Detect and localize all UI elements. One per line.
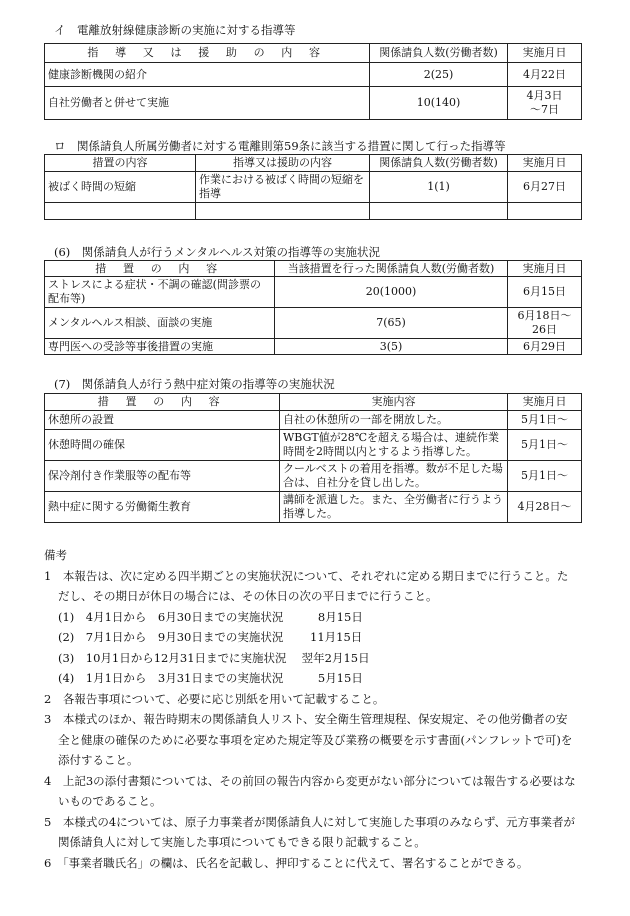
cell-content: クールベストの着用を指導。数が不足した場合は、自社分を貸し出した。 [280, 461, 508, 492]
cell-measure: 熱中症に関する労働衛生教育 [45, 492, 280, 523]
header-count: 関係請負人数(労働者数) [370, 44, 508, 63]
header-date: 実施月日 [508, 155, 582, 172]
cell-content: 自社労働者と併せて実施 [45, 87, 370, 120]
note-3: 3 本様式のほか、報告時期末の関係請負人リスト、安全衛生管理規程、保安規定、その他労働者の安 [44, 712, 568, 726]
header-content: 実施内容 [280, 394, 508, 411]
cell-date: 4月3日 ～7日 [508, 87, 582, 120]
cell-measure: 被ばく時間の短縮 [45, 172, 196, 203]
header-content: 指 導 又 は 援 助 の 内 容 [45, 44, 370, 63]
table-row [45, 461, 582, 492]
header-measure: 措置の内容 [45, 155, 196, 172]
header-measure: 措 置 の 内 容 [45, 261, 275, 277]
note-1-item: (2) 7月1日から 9月30日までの実施状況 11月15日 [58, 630, 363, 644]
table-row [45, 411, 582, 430]
note-1-item: (4) 1月1日から 3月31日までの実施状況 5月15日 [58, 671, 363, 685]
cell-count: 2(25) [370, 63, 508, 87]
note-1-item: (1) 4月1日から 6月30日までの実施状況 8月15日 [58, 609, 363, 624]
table-row [45, 308, 582, 339]
note-3-cont: 全と健康の確保のために必要な事項を定めた規定等及び業務の概要を示す書面(パンフレットで可)を [58, 732, 573, 747]
header-date: 実施月日 [508, 261, 582, 277]
cell-date: 4月22日 [508, 63, 582, 87]
table-row [45, 339, 582, 355]
section-6-title: (6) 関係請負人が行うメンタルヘルス対策の指導等の実施状況 [54, 245, 380, 259]
header-date: 実施月日 [508, 394, 582, 411]
cell-date: 4月28日～ [508, 492, 582, 523]
cell-measure: 専門医への受診等事後措置の実施 [45, 339, 275, 355]
cell-count: 3(5) [275, 339, 508, 355]
table-row [45, 492, 582, 523]
cell-date: 5月1日～ [508, 430, 582, 461]
cell-date: 5月1日～ [508, 461, 582, 492]
cell-empty [45, 203, 196, 220]
cell-content: WBGT値が28℃を超える場合は、連続作業時間を2時間以内とするよう指導した。 [280, 430, 508, 461]
notes-heading: 備考 [44, 548, 67, 562]
cell-count: 20(1000) [275, 277, 508, 308]
cell-date: 6月15日 [508, 277, 582, 308]
cell-count: 1(1) [370, 172, 508, 203]
note-3-cont: 添付すること。 [58, 753, 139, 767]
table-row [45, 172, 582, 203]
header-date: 実施月日 [508, 44, 582, 63]
note-1-item: (3) 10月1日から12月31日までに実施状況 翌年2月15日 [58, 650, 370, 665]
notes [44, 545, 604, 873]
cell-measure: 保冷剤付き作業服等の配布等 [45, 461, 280, 492]
note-4: 4 上記3の添付書類については、その前回の報告内容から変更がない部分については報告する必要はな [44, 773, 576, 788]
section-i-title: イ 電離放射線健康診断の実施に対する指導等 [54, 23, 296, 37]
table-row [45, 277, 582, 308]
cell-date: 6月18日～ 26日 [508, 308, 582, 339]
table-row [45, 430, 582, 461]
note-1-cont: だし、その期日が休日の場合には、その休日の次の平日までに行うこと。 [58, 589, 438, 603]
section-7-title: (7) 関係請負人が行う熱中症対策の指導等の実施状況 [54, 377, 335, 391]
section-6-table [44, 260, 582, 355]
cell-date: 6月27日 [508, 172, 582, 203]
cell-measure: 休憩所の設置 [45, 411, 280, 430]
note-4-cont: いものであること。 [58, 794, 162, 808]
section-ro-table [44, 154, 582, 220]
header-count: 関係請負人数(労働者数) [370, 155, 508, 172]
cell-content: 自社の休憩所の一部を開放した。 [280, 411, 508, 430]
note-1: 1 本報告は、次に定める四半期ごとの実施状況について、それぞれに定める期日までに行うこと。た [44, 568, 569, 583]
cell-date: 6月29日 [508, 339, 582, 355]
cell-guidance: 作業における被ばく時間の短縮を指導 [196, 172, 370, 203]
note-6: 6 「事業者職氏名」の欄は、氏名を記載し、押印することに代えて、署名することができる。 [44, 855, 529, 870]
cell-count: 10(140) [370, 87, 508, 120]
cell-measure: メンタルヘルス相談、面談の実施 [45, 308, 275, 339]
note-5: 5 本様式の4については、原子力事業者が関係請負人に対して実施した事項のみならず、元方事業者が [44, 814, 575, 829]
cell-count: 7(65) [275, 308, 508, 339]
section-7-table [44, 393, 582, 523]
cell-measure: 休憩時間の確保 [45, 430, 280, 461]
table-row [45, 63, 582, 87]
cell-empty [508, 203, 582, 220]
note-5-cont: 関係請負人に対して実施した事項についてもできる限り記載すること。 [58, 835, 426, 849]
header-measure: 措 置 の 内 容 [45, 394, 280, 411]
header-guidance: 指導又は援助の内容 [196, 155, 370, 172]
cell-content: 健康診断機関の紹介 [45, 63, 370, 87]
section-ro-title: ロ 関係請負人所属労働者に対する電離則第59条に該当する措置に関して行った指導等 [54, 139, 506, 153]
cell-date: 5月1日～ [508, 411, 582, 430]
section-i-table [44, 43, 582, 120]
cell-content: 講師を派遣した。また、全労働者に行うよう指導した。 [280, 492, 508, 523]
cell-measure: ストレスによる症状・不調の確認(問診票の配布等) [45, 277, 275, 308]
table-row [45, 203, 582, 220]
header-count: 当該措置を行った関係請負人数(労働者数) [275, 261, 508, 277]
cell-empty [196, 203, 370, 220]
note-2: 2 各報告事項について、必要に応じ別紙を用いて記載すること。 [44, 691, 385, 706]
table-row [45, 87, 582, 120]
cell-empty [370, 203, 508, 220]
